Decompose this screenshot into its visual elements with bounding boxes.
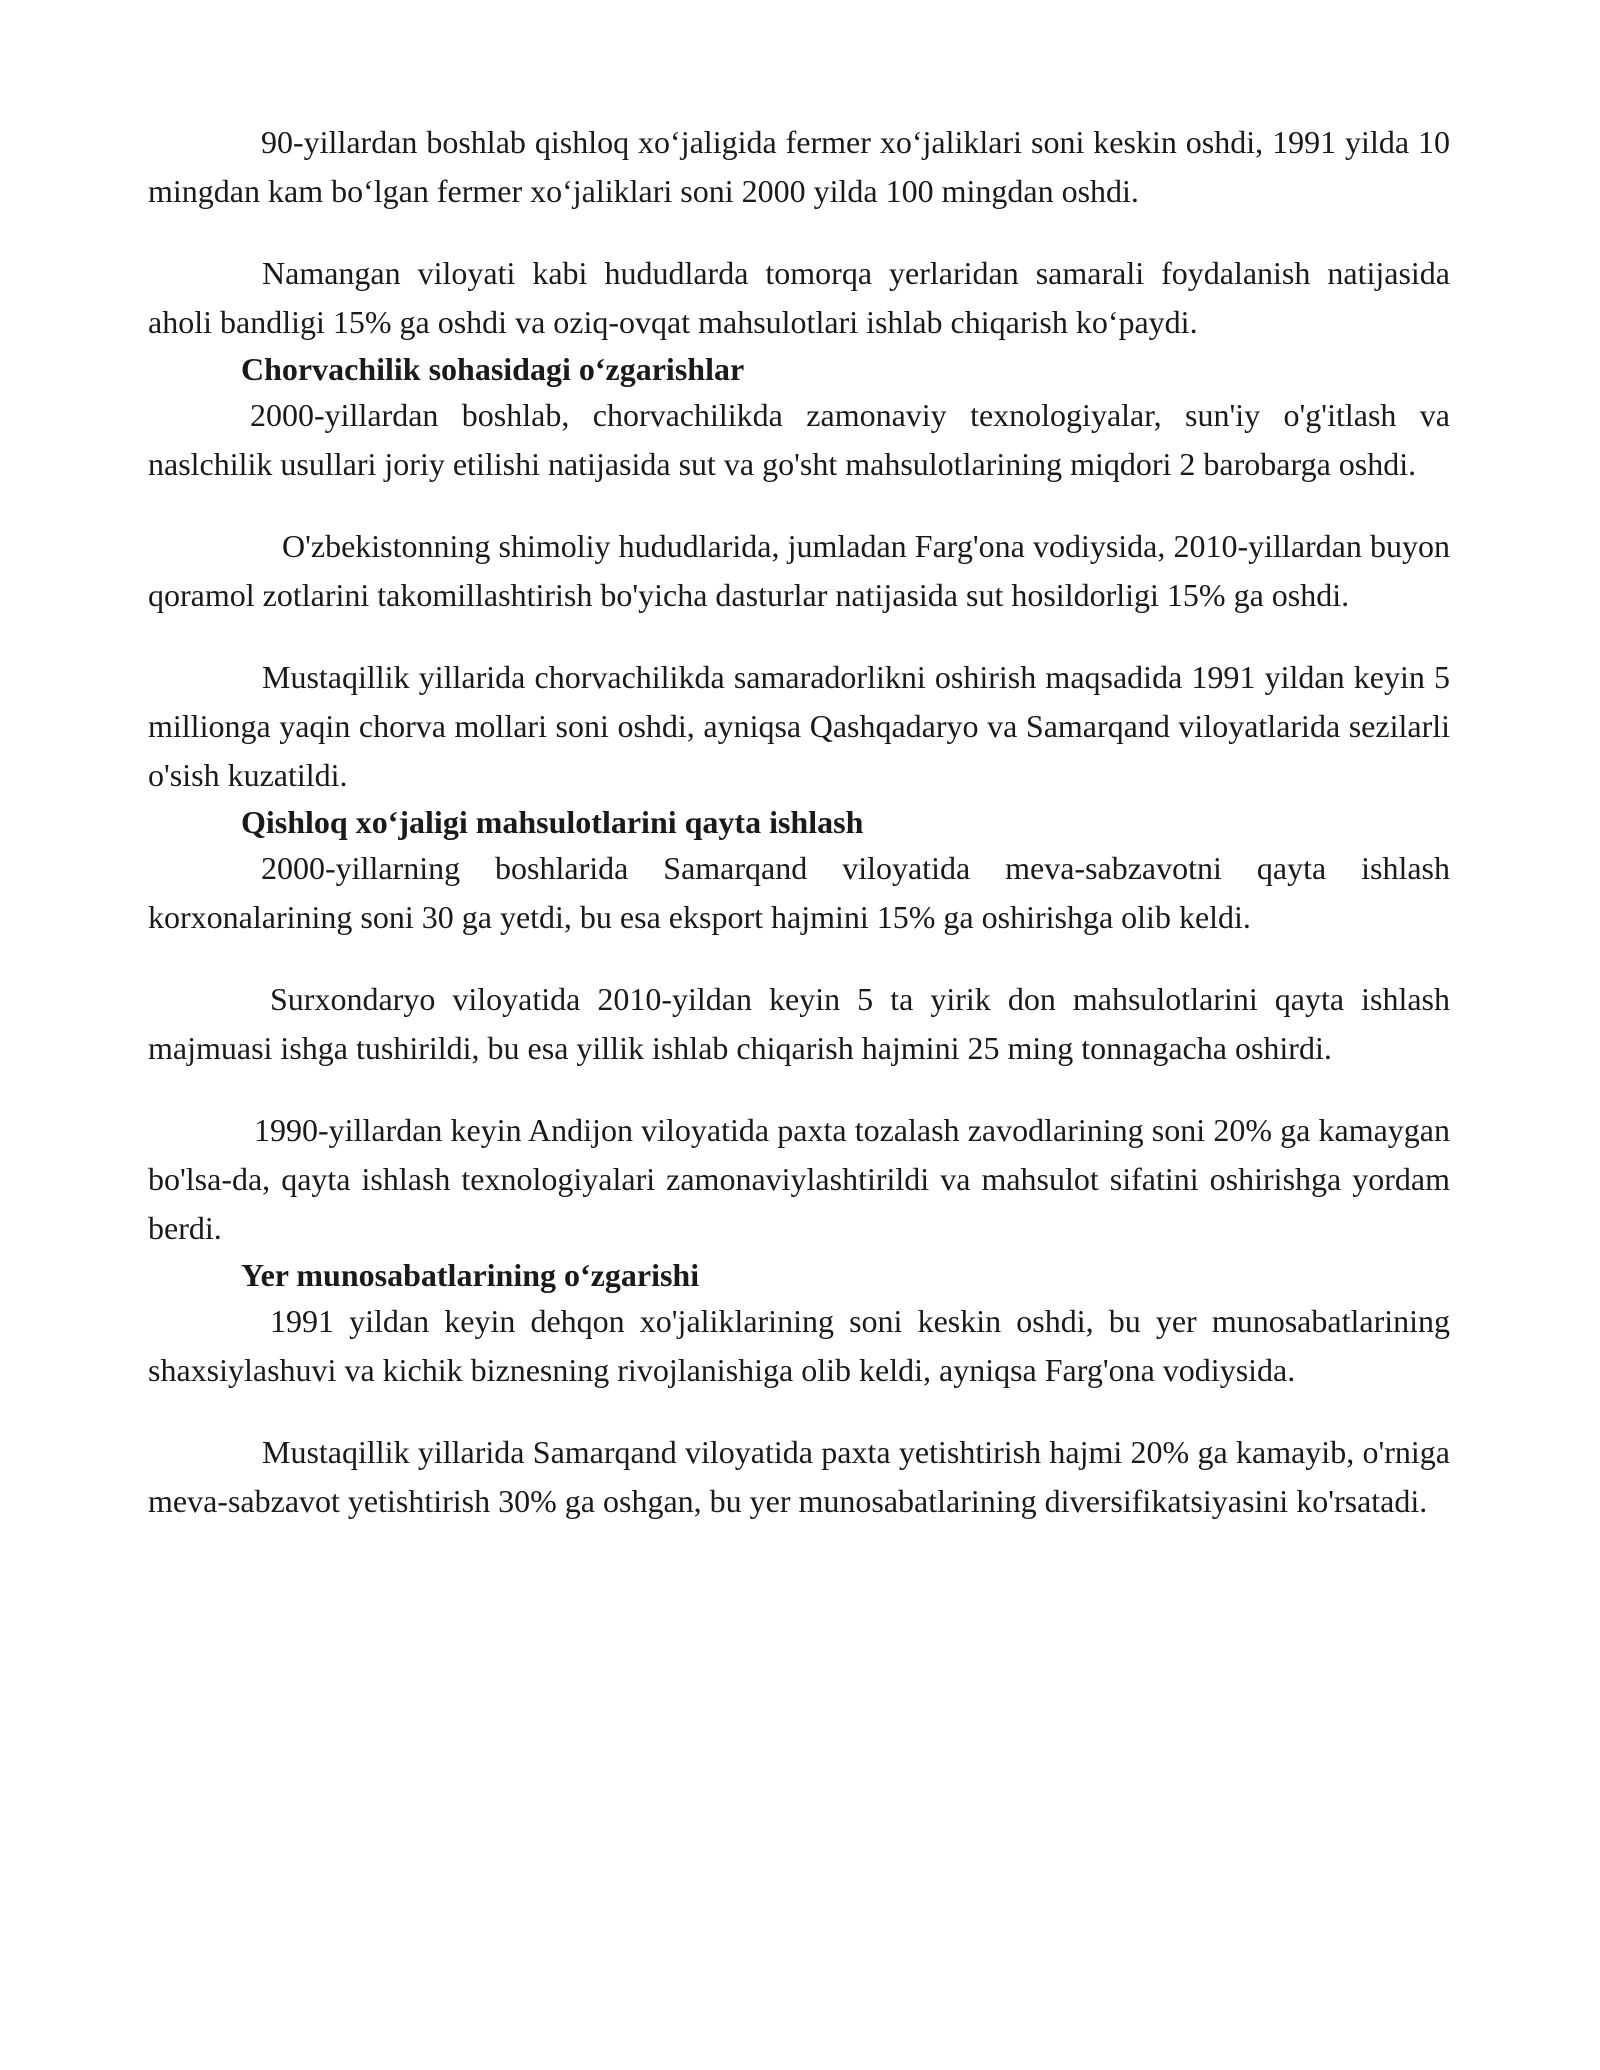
heading-processing: Qishloq xo‘jaligi mahsulotlarini qayta ishlash — [241, 804, 864, 840]
heading-livestock: Chorvachilik sohasidagi o‘zgarishlar — [241, 351, 745, 387]
paragraph-fergana-cattle: O'zbekistonning shimoliy hududlarida, jumladan Farg'ona vodiysida, 2010-yillardan buyon qoramol zotlarini takomillashtirish bo'yicha dasturlar natijasida sut hosildorligi 15% ga oshdi. — [148, 528, 1450, 613]
paragraph-farm-growth: 90-yillardan boshlab qishloq xo‘jaligida fermer xo‘jaliklari soni keskin oshdi, 1991 yilda 10 mingdan kam bo‘lgan fermer xo‘jaliklari soni 2000 yilda 100 mingdan oshdi. — [148, 124, 1450, 209]
paragraph-independence-livestock: Mustaqillik yillarida chorvachilikda samaradorlikni oshirish maqsadida 1991 yildan keyin 5 millionga yaqin chorva mollari soni oshdi, ayniqsa Qashqadaryo va Samarqand viloyatlarida sezilarli o'sish kuzatildi. — [148, 659, 1450, 793]
document-page — [148, 118, 1450, 1526]
heading-land-relations: Yer munosabatlarining o‘zgarishi — [241, 1257, 700, 1293]
paragraph-samarkand-cotton: Mustaqillik yillarida Samarqand viloyatida paxta yetishtirish hajmi 20% ga kamayib, o'rniga meva-sabzavot yetishtirish 30% ga oshgan, bu yer munosabatlarining diversifikatsiyasini ko'rsatadi. — [148, 1434, 1450, 1519]
paragraph-dehqon-farms: 1991 yildan keyin dehqon xo'jaliklarining soni keskin oshdi, bu yer munosabatlarining shaxsiylashuvi va kichik biznesning rivojlanishiga olib keldi, ayniqsa Farg'ona vodiysida. — [148, 1303, 1450, 1388]
paragraph-livestock-tech: 2000-yillardan boshlab, chorvachilikda zamonaviy texnologiyalar, sun'iy o'g'itlash va naslchilik usullari joriy etilishi natijasida sut va go'sht mahsulotlarining miqdori 2 barobarga oshdi. — [148, 397, 1450, 482]
paragraph-andijan-cotton: 1990-yillardan keyin Andijon viloyatida paxta tozalash zavodlarining soni 20% ga kamaygan bo'lsa-da, qayta ishlash texnologiyalari zamonaviylashtirildi va mahsulot sifatini oshirishga yordam berdi. — [148, 1112, 1450, 1246]
paragraph-samarkand-processing: 2000-yillarning boshlarida Samarqand viloyatida meva-sabzavotni qayta ishlash korxonalarining soni 30 ga yetdi, bu esa eksport hajmini 15% ga oshirishga olib keldi. — [148, 850, 1450, 935]
paragraph-namangan: Namangan viloyati kabi hududlarda tomorqa yerlaridan samarali foydalanish natijasida aholi bandligi 15% ga oshdi va oziq-ovqat mahsulotlari ishlab chiqarish ko‘paydi. — [148, 255, 1450, 340]
paragraph-surkhandarya-grain: Surxondaryo viloyatida 2010-yildan keyin 5 ta yirik don mahsulotlarini qayta ishlash majmuasi ishga tushirildi, bu esa yillik ishlab chiqarish hajmini 25 ming tonnagacha oshirdi. — [148, 981, 1450, 1066]
